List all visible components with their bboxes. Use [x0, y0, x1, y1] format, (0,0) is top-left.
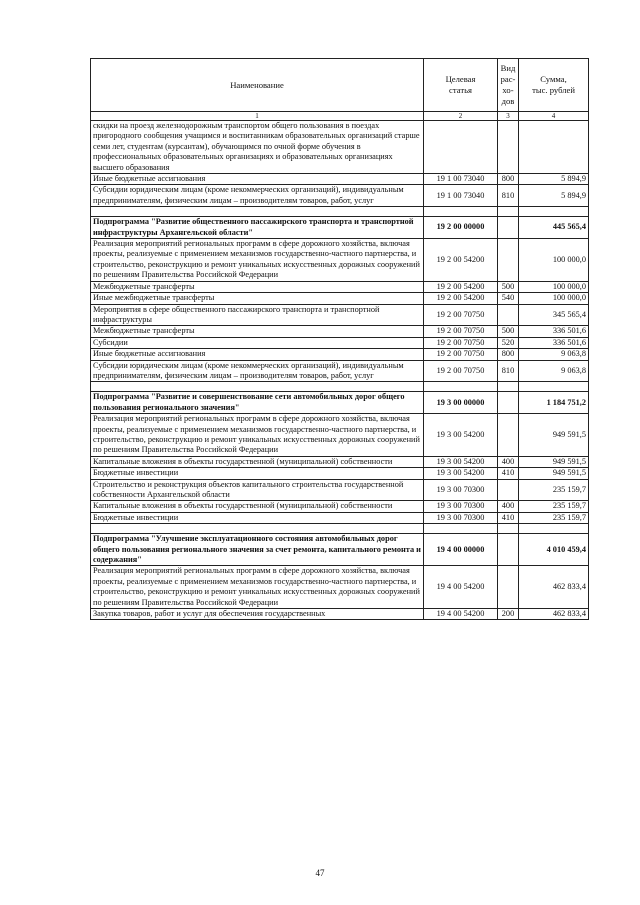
column-number: 2 — [424, 112, 498, 121]
table-row — [91, 512, 589, 523]
amount-cell: 9 063,8 — [519, 349, 589, 360]
spacer-cell — [498, 524, 519, 534]
target-article-cell: 19 2 00 54200 — [424, 239, 498, 282]
expense-kind-cell: 410 — [498, 468, 519, 479]
expense-kind-cell — [498, 534, 519, 566]
table-row — [91, 609, 589, 620]
amount-cell: 5 894,9 — [519, 174, 589, 185]
amount-cell: 100 000,0 — [519, 281, 589, 292]
column-number: 1 — [91, 112, 424, 121]
spacer-row — [91, 207, 589, 217]
amount-cell: 235 159,7 — [519, 501, 589, 512]
header-name: Наименование — [91, 59, 424, 112]
budget-table-container — [90, 58, 588, 620]
table-header-row — [91, 59, 589, 112]
header-kind-line3: хо- — [502, 85, 514, 95]
name-cell: Подпрограмма "Развитие общественного пассажирского транспорта и транспортной инфраструктуры Архангельской области" — [91, 217, 424, 239]
target-article-cell: 19 1 00 73040 — [424, 185, 498, 207]
amount-cell: 100 000,0 — [519, 239, 589, 282]
table-row — [91, 281, 589, 292]
spacer-cell — [91, 524, 424, 534]
expense-kind-cell — [498, 304, 519, 326]
target-article-cell: 19 3 00 70300 — [424, 479, 498, 501]
target-article-cell — [424, 121, 498, 174]
table-row — [91, 174, 589, 185]
column-number: 3 — [498, 112, 519, 121]
name-cell: Субсидии юридическим лицам (кроме некоммерческих организаций), индивидуальным предпринимателям, физическим лицам – производителям товаров, работ, услуг — [91, 360, 424, 382]
amount-cell: 949 591,5 — [519, 414, 589, 457]
spacer-cell — [91, 382, 424, 392]
table-row — [91, 185, 589, 207]
table-row — [91, 293, 589, 304]
amount-cell — [519, 121, 589, 174]
amount-cell: 9 063,8 — [519, 360, 589, 382]
expense-kind-cell — [498, 566, 519, 609]
amount-cell: 1 184 751,2 — [519, 392, 589, 414]
expense-kind-cell: 200 — [498, 609, 519, 620]
amount-cell: 445 565,4 — [519, 217, 589, 239]
header-target-line1: Целевая — [445, 74, 476, 84]
name-cell: скидки на проезд железнодорожным транспортом общего пользования в поездах пригородного сообщения учащимся и воспитанникам образовательных организаций старше семи лет, студентам (курсантам), обучающимся по очной форме обучения в профессиональных образовательных организациях и образовательных организациях высшего образования — [91, 121, 424, 174]
table-row — [91, 566, 589, 609]
expense-kind-cell — [498, 239, 519, 282]
target-article-cell: 19 2 00 70750 — [424, 337, 498, 348]
header-sum-line1: Сумма, — [540, 74, 567, 84]
table-row — [91, 304, 589, 326]
name-cell: Бюджетные инвестиции — [91, 512, 424, 523]
table-row — [91, 501, 589, 512]
spacer-cell — [519, 207, 589, 217]
header-kind-line2: рас- — [500, 74, 516, 84]
header-kind-line1: Вид — [500, 63, 516, 73]
name-cell: Строительство и реконструкция объектов капитального строительства государственной собственности Архангельской области — [91, 479, 424, 501]
table-row — [91, 456, 589, 467]
table-body — [91, 121, 589, 620]
expense-kind-cell: 800 — [498, 174, 519, 185]
target-article-cell: 19 2 00 70750 — [424, 360, 498, 382]
name-cell: Субсидии — [91, 337, 424, 348]
target-article-cell: 19 3 00 70300 — [424, 512, 498, 523]
amount-cell: 336 501,6 — [519, 337, 589, 348]
name-cell: Иные межбюджетные трансферты — [91, 293, 424, 304]
spacer-cell — [424, 524, 498, 534]
amount-cell: 462 833,4 — [519, 566, 589, 609]
name-cell: Подпрограмма "Улучшение эксплуатационного состояния автомобильных дорог общего пользования регионального значения за счет ремонта, капитального ремонта и содержания" — [91, 534, 424, 566]
target-article-cell: 19 2 00 00000 — [424, 217, 498, 239]
subprogram-row — [91, 534, 589, 566]
expense-kind-cell: 400 — [498, 501, 519, 512]
header-kind-line4: дов — [501, 96, 515, 106]
expense-kind-cell: 810 — [498, 185, 519, 207]
spacer-cell — [424, 382, 498, 392]
budget-table — [90, 58, 589, 620]
target-article-cell: 19 1 00 73040 — [424, 174, 498, 185]
name-cell: Межбюджетные трансферты — [91, 326, 424, 337]
amount-cell: 949 591,5 — [519, 456, 589, 467]
spacer-cell — [519, 382, 589, 392]
target-article-cell: 19 3 00 54200 — [424, 456, 498, 467]
name-cell: Реализация мероприятий региональных программ в сфере дорожного хозяйства, включая проекты, реализуемые с применением механизмов государственно-частного партнерства, и строительство, реконструкцию и ремонт уникальных искусственных дорожных сооружений по решениям Правительства Российской Федерации — [91, 239, 424, 282]
table-row — [91, 326, 589, 337]
expense-kind-cell: 540 — [498, 293, 519, 304]
amount-cell: 336 501,6 — [519, 326, 589, 337]
name-cell: Иные бюджетные ассигнования — [91, 349, 424, 360]
table-row — [91, 360, 589, 382]
amount-cell: 949 591,5 — [519, 468, 589, 479]
target-article-cell: 19 3 00 54200 — [424, 414, 498, 457]
expense-kind-cell: 810 — [498, 360, 519, 382]
name-cell: Реализация мероприятий региональных программ в сфере дорожного хозяйства, включая проекты, реализуемые с применением механизмов государственно-частного партнерства, и строительство, реконструкцию и ремонт уникальных искусственных дорожных сооружений по решениям Правительства Российской Федерации — [91, 414, 424, 457]
table-row — [91, 239, 589, 282]
expense-kind-cell: 500 — [498, 326, 519, 337]
subprogram-row — [91, 392, 589, 414]
amount-cell: 100 000,0 — [519, 293, 589, 304]
spacer-cell — [519, 524, 589, 534]
expense-kind-cell: 400 — [498, 456, 519, 467]
header-sum — [519, 59, 589, 112]
target-article-cell: 19 3 00 70300 — [424, 501, 498, 512]
name-cell: Реализация мероприятий региональных программ в сфере дорожного хозяйства, включая проекты, реализуемые с применением механизмов государственно-частного партнерства, и строительство, реконструкцию и ремонт уникальных искусственных дорожных сооружений по решениям Правительства Российской Федерации — [91, 566, 424, 609]
expense-kind-cell: 520 — [498, 337, 519, 348]
header-target-line2: статья — [449, 85, 472, 95]
spacer-row — [91, 382, 589, 392]
table-row — [91, 479, 589, 501]
target-article-cell: 19 2 00 54200 — [424, 293, 498, 304]
name-cell: Бюджетные инвестиции — [91, 468, 424, 479]
header-sum-line2: тыс. рублей — [532, 85, 575, 95]
table-row — [91, 337, 589, 348]
target-article-cell: 19 3 00 54200 — [424, 468, 498, 479]
table-row — [91, 414, 589, 457]
target-article-cell: 19 2 00 70750 — [424, 304, 498, 326]
target-article-cell: 19 2 00 70750 — [424, 326, 498, 337]
expense-kind-cell: 500 — [498, 281, 519, 292]
spacer-cell — [498, 207, 519, 217]
name-cell: Капитальные вложения в объекты государственной (муниципальной) собственности — [91, 456, 424, 467]
expense-kind-cell: 410 — [498, 512, 519, 523]
spacer-cell — [498, 382, 519, 392]
target-article-cell: 19 2 00 54200 — [424, 281, 498, 292]
expense-kind-cell — [498, 121, 519, 174]
expense-kind-cell — [498, 414, 519, 457]
target-article-cell: 19 4 00 54200 — [424, 566, 498, 609]
amount-cell: 235 159,7 — [519, 479, 589, 501]
expense-kind-cell: 800 — [498, 349, 519, 360]
name-cell: Капитальные вложения в объекты государственной (муниципальной) собственности — [91, 501, 424, 512]
amount-cell: 235 159,7 — [519, 512, 589, 523]
name-cell: Иные бюджетные ассигнования — [91, 174, 424, 185]
amount-cell: 5 894,9 — [519, 185, 589, 207]
expense-kind-cell — [498, 392, 519, 414]
spacer-row — [91, 524, 589, 534]
target-article-cell: 19 3 00 00000 — [424, 392, 498, 414]
spacer-cell — [424, 207, 498, 217]
target-article-cell: 19 2 00 70750 — [424, 349, 498, 360]
spacer-cell — [91, 207, 424, 217]
header-expense-kind — [498, 59, 519, 112]
table-row — [91, 349, 589, 360]
name-cell: Межбюджетные трансферты — [91, 281, 424, 292]
table-row — [91, 121, 589, 174]
amount-cell: 345 565,4 — [519, 304, 589, 326]
name-cell: Мероприятия в сфере общественного пассажирского транспорта и транспортной инфраструктуры — [91, 304, 424, 326]
name-cell: Закупка товаров, работ и услуг для обеспечения государственных — [91, 609, 424, 620]
name-cell: Подпрограмма "Развитие и совершенствование сети автомобильных дорог общего пользования регионального значения" — [91, 392, 424, 414]
amount-cell: 4 010 459,4 — [519, 534, 589, 566]
target-article-cell: 19 4 00 00000 — [424, 534, 498, 566]
amount-cell: 462 833,4 — [519, 609, 589, 620]
expense-kind-cell — [498, 217, 519, 239]
column-number-row — [91, 112, 589, 121]
subprogram-row — [91, 217, 589, 239]
name-cell: Субсидии юридическим лицам (кроме некоммерческих организаций), индивидуальным предпринимателям, физическим лицам – производителям товаров, работ, услуг — [91, 185, 424, 207]
target-article-cell: 19 4 00 54200 — [424, 609, 498, 620]
table-row — [91, 468, 589, 479]
page-number: 47 — [315, 868, 325, 878]
expense-kind-cell — [498, 479, 519, 501]
header-target-article — [424, 59, 498, 112]
column-number: 4 — [519, 112, 589, 121]
